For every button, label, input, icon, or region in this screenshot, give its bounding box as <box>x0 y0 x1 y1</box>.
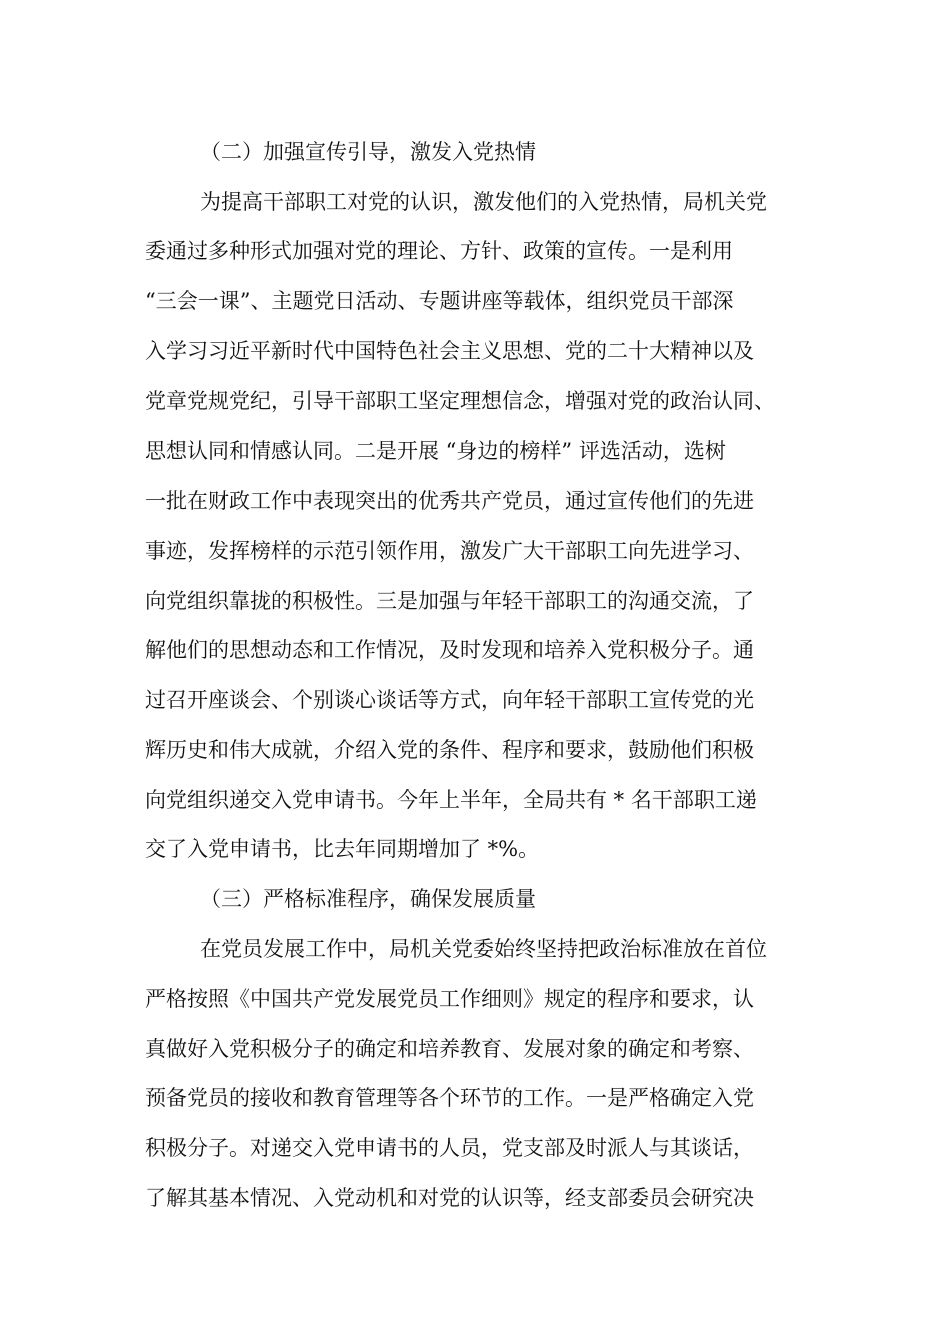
paragraph-line: 思想认同和情感认同。二是开展 “身边的榜样” 评选活动，选树 <box>145 439 726 463</box>
paragraph-line: 向党组织靠拢的积极性。三是加强与年轻干部职工的沟通交流，了 <box>145 589 754 613</box>
paragraph-line: 在党员发展工作中，局机关党委始终坚持把政治标准放在首位 <box>200 937 767 961</box>
paragraph-line: 事迹，发挥榜样的示范引领作用，激发广大干部职工向先进学习、 <box>145 539 754 563</box>
paragraph-line: 了解其基本情况、入党动机和对党的认识等，经支部委员会研究决 <box>145 1186 754 1210</box>
paragraph-line: 解他们的思想动态和工作情况，及时发现和培养入党积极分子。通 <box>145 638 754 662</box>
paragraph-line: 交了入党申请书，比去年同期增加了 *%。 <box>145 837 540 861</box>
paragraph-line: 积极分子。对递交入党申请书的人员，党支部及时派人与其谈话， <box>145 1136 754 1160</box>
paragraph-line: 真做好入党积极分子的确定和培养教育、发展对象的确定和考察、 <box>145 1037 754 1061</box>
paragraph-line: 辉历史和伟大成就，介绍入党的条件、程序和要求，鼓励他们积极 <box>145 738 754 762</box>
paragraph-line: “三会一课”、主题党日活动、专题讲座等载体，组织党员干部深 <box>145 289 734 313</box>
paragraph-line: 向党组织递交入党申请书。今年上半年，全局共有 * 名干部职工递 <box>145 788 757 812</box>
paragraph-line: 党章党规党纪，引导干部职工坚定理想信念，增强对党的政治认同、 <box>145 389 775 413</box>
paragraph-line: 过召开座谈会、个别谈心谈话等方式，向年轻干部职工宣传党的光 <box>145 688 754 712</box>
paragraph-line: 入学习习近平新时代中国特色社会主义思想、党的二十大精神以及 <box>145 339 754 363</box>
paragraph-line: 预备党员的接收和教育管理等各个环节的工作。一是严格确定入党 <box>145 1086 754 1110</box>
paragraph-line: 为提高干部职工对党的认识，激发他们的入党热情，局机关党 <box>200 190 767 214</box>
paragraph-line: 委通过多种形式加强对党的理论、方针、政策的宣传。一是利用 <box>145 239 733 263</box>
paragraph-line: 严格按照《中国共产党发展党员工作细则》规定的程序和要求，认 <box>145 987 754 1011</box>
section-heading-2: （二）加强宣传引导，激发入党热情 <box>200 140 536 164</box>
section-heading-3: （三）严格标准程序，确保发展质量 <box>200 887 536 911</box>
paragraph-line: 一批在财政工作中表现突出的优秀共产党员，通过宣传他们的先进 <box>145 489 754 513</box>
